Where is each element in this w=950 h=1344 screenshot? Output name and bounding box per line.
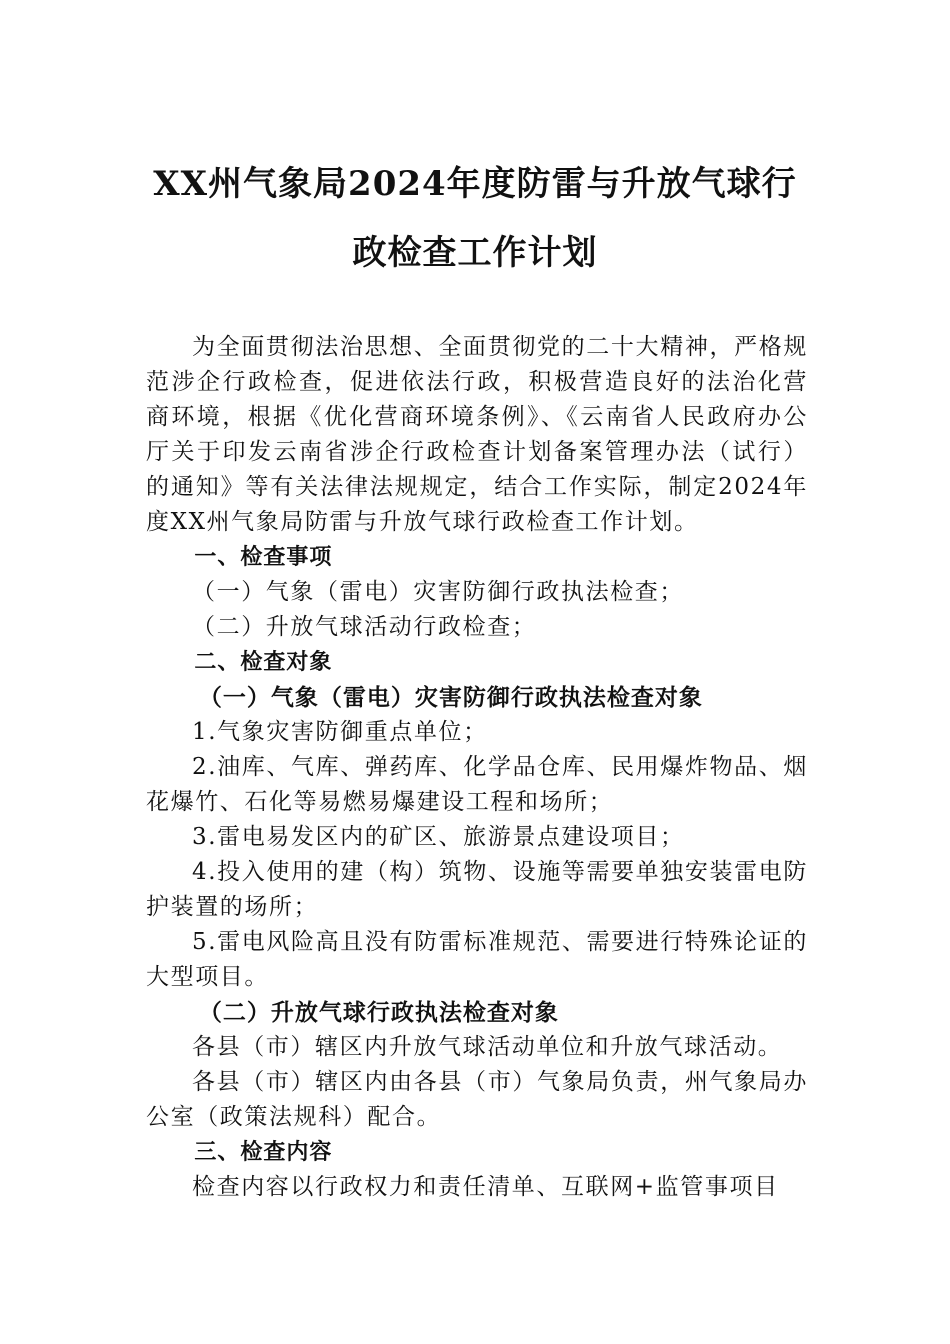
document-body: [146, 330, 808, 1205]
section-1-item: （一）气象（雷电）灾害防御行政执法检查；: [192, 579, 684, 605]
section-2-sub-2-heading: （二）升放气球行政执法检查对象: [198, 999, 559, 1026]
section-2-sub-1-item: 3.雷电易发区内的矿区、旅游景点建设项目；: [192, 824, 685, 850]
section-2-sub-1-item: 4.投入使用的建（构）筑物、设施等需要单独安装雷电防护装置的场所；: [146, 859, 808, 920]
section-3-item: 检查内容以行政权力和责任清单、互联网+监管事项目: [192, 1174, 779, 1200]
intro-paragraph: 为全面贯彻法治思想、全面贯彻党的二十大精神，严格规范涉企行政检查，促进依法行政，积极营造良好的法治化营商环境，根据《优化营商环境条例》、《云南省人民政府办公厅关于印发云南省涉企行政检查计划备案管理办法（试行）的通知》等有关法律法规规定，结合工作实际，制定2024年度XX州气象局防雷与升放气球行政检查工作计划。: [146, 334, 808, 535]
section-2-sub-1-item: 5.雷电风险高且没有防雷标准规范、需要进行特殊论证的大型项目。: [146, 929, 808, 990]
section-2-sub-1-heading: （一）气象（雷电）灾害防御行政执法检查对象: [198, 684, 703, 711]
section-2-sub-1-item: 1.气象灾害防御重点单位；: [192, 719, 488, 745]
section-1-heading: 一、检查事项: [194, 545, 333, 570]
section-2-sub-2-item: 各县（市）辖区内由各县（市）气象局负责，州气象局办公室（政策法规科）配合。: [146, 1069, 808, 1130]
section-2-sub-2-item: 各县（市）辖区内升放气球活动单位和升放气球活动。: [192, 1034, 783, 1060]
document-title-line-2: 政检查工作计划: [352, 233, 598, 273]
section-2-sub-1-item: 2.油库、气库、弹药库、化学品仓库、民用爆炸物品、烟花爆竹、石化等易燃易爆建设工程和场所；: [146, 754, 808, 815]
section-1-item: （二）升放气球活动行政检查；: [192, 614, 537, 640]
document-title-line-1: XX州气象局2024年度防雷与升放气球行: [153, 164, 797, 204]
section-2-heading: 二、检查对象: [194, 650, 333, 675]
section-3-heading: 三、检查内容: [194, 1140, 333, 1165]
